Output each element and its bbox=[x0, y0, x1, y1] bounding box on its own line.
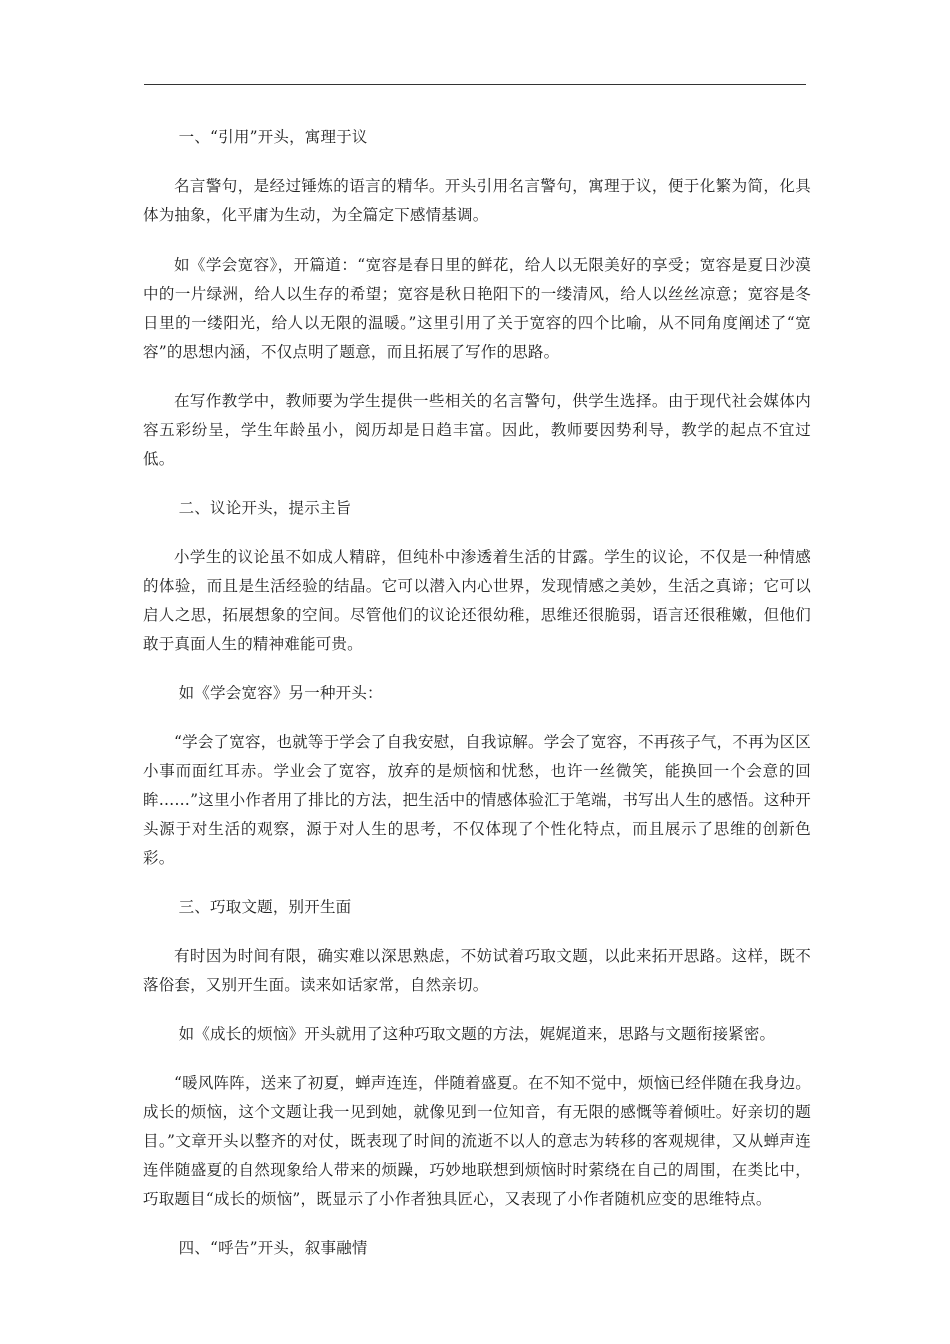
section-heading-4: 四、“呼告”开头，叙事融情 bbox=[178, 1239, 368, 1257]
section-heading-2: 二、议论开头，提示主旨 bbox=[178, 499, 352, 517]
header-rule bbox=[144, 84, 806, 85]
document-body bbox=[143, 123, 811, 1263]
example-intro: 如《学会宽容》另一种开头： bbox=[178, 684, 383, 702]
section-heading-3: 三、巧取文题，别开生面 bbox=[178, 898, 352, 916]
paragraph: 名言警句，是经过锤炼的语言的精华。开头引用名言警句，寓理于议，便于化繁为简，化具体为抽象，化平庸为生动，为全篇定下感情基调。 bbox=[143, 177, 811, 224]
paragraph: 有时因为时间有限，确实难以深思熟虑，不妨试着巧取文题，以此来拓开思路。这样，既不落俗套，又别开生面。读来如话家常，自然亲切。 bbox=[143, 947, 811, 994]
paragraph: 在写作教学中，教师要为学生提供一些相关的名言警句，供学生选择。由于现代社会媒体内容五彩纷呈，学生年龄虽小，阅历却是日趋丰富。因此，教师要因势利导，教学的起点不宜过低。 bbox=[143, 392, 811, 468]
paragraph: 如《学会宽容》，开篇道：“宽容是春日里的鲜花，给人以无限美好的享受；宽容是夏日沙漠中的一片绿洲，给人以生存的希望；宽容是秋日艳阳下的一缕清风，给人以丝丝凉意；宽容是冬日里的一缕阳光，给人以无限的温暖。”这里引用了关于宽容的四个比喻，从不同角度阐述了“宽容”的思想内涵，不仅点明了题意，而且拓展了写作的思路。 bbox=[143, 256, 811, 361]
paragraph: 小学生的议论虽不如成人精辟，但纯朴中渗透着生活的甘露。学生的议论，不仅是一种情感的体验，而且是生活经验的结晶。它可以潜入内心世界，发现情感之美妙，生活之真谛；它可以启人之思，拓展想象的空间。尽管他们的议论还很幼稚，思维还很脆弱，语言还很稚嫩，但他们敢于真面人生的精神难能可贵。 bbox=[143, 548, 811, 653]
paragraph: “暖风阵阵，送来了初夏，蝉声连连，伴随着盛夏。在不知不觉中，烦恼已经伴随在我身边。成长的烦恼，这个文题让我一见到她，就像见到一位知音，有无限的感慨等着倾吐。好亲切的题目。”文章开头以整齐的对仗，既表现了时间的流逝不以人的意志为转移的客观规律，又从蝉声连连伴随盛夏的自然现象给人带来的烦躁，巧妙地联想到烦恼时时萦绕在自己的周围，在类比中，巧取题目“成长的烦恼”，既显示了小作者独具匠心，又表现了小作者随机应变的思维特点。 bbox=[143, 1074, 811, 1208]
section-heading-1: 一、“引用”开头，寓理于议 bbox=[178, 128, 368, 146]
paragraph: “学会了宽容，也就等于学会了自我安慰，自我谅解。学会了宽容，不再孩子气，不再为区区小事而面红耳赤。学业会了宽容，放弃的是烦恼和忧愁，也许一丝微笑，能换回一个会意的回眸……”这里小作者用了排比的方法，把生活中的情感体验汇于笔端，书写出人生的感悟。这种开头源于对生活的观察，源于对人生的思考，不仅体现了个性化特点，而且展示了思维的创新色彩。 bbox=[143, 733, 811, 867]
example-intro: 如《成长的烦恼》开头就用了这种巧取文题的方法，娓娓道来，思路与文题衔接紧密。 bbox=[178, 1025, 776, 1043]
